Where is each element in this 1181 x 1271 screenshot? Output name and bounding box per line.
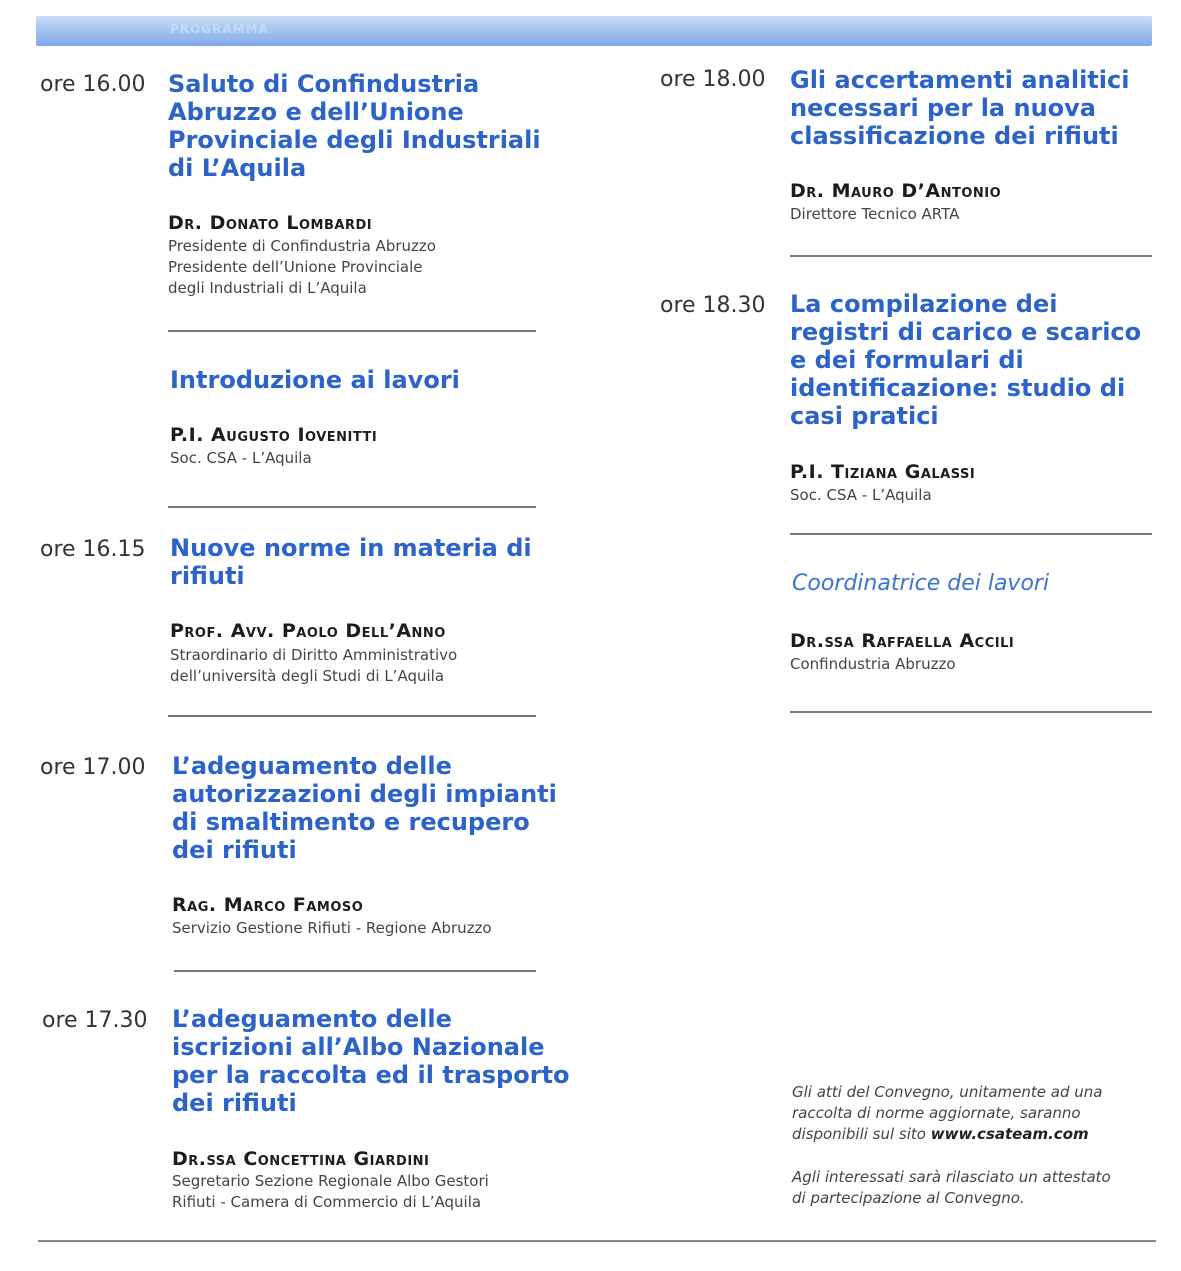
speaker-name: Dr. Mauro D’Antonio — [790, 180, 1002, 202]
session-title: Gli accertamenti analitici necessari per la nuova classificazione dei rifiuti — [790, 66, 1130, 150]
time-label: ore 18.30 — [660, 293, 766, 318]
speaker-name: P.I. Tiziana Galassi — [790, 461, 976, 483]
session-title: L’adeguamento delle iscrizioni all’Albo Nazionale per la raccolta ed il trasporto dei rifiuti — [172, 1005, 570, 1117]
speaker-name: P.I. Augusto Iovenitti — [170, 424, 378, 446]
divider — [174, 970, 536, 972]
time-label: ore 17.30 — [42, 1008, 148, 1033]
speaker-name: Dr. Donato Lombardi — [168, 212, 373, 234]
time-label: ore 16.00 — [40, 72, 146, 97]
header-label: PROGRAMMA — [170, 22, 269, 36]
speaker-affiliation: Direttore Tecnico ARTA — [790, 205, 960, 223]
speaker-affiliation: Segretario Sezione Regionale Albo Gestori Rifiuti - Camera di Commercio di L’Aquila — [172, 1172, 489, 1211]
certificate-note: Agli interessati sarà rilasciato un attestato di partecipazione al Convegno. — [792, 1168, 1111, 1207]
time-label: ore 16.15 — [40, 537, 146, 562]
speaker-name: Dr.ssa Concettina Giardini — [172, 1148, 430, 1170]
coordinator-name: Dr.ssa Raffaella Accili — [790, 630, 1015, 652]
bottom-divider — [38, 1240, 1156, 1242]
time-label: ore 18.00 — [660, 67, 766, 92]
coordinator-affiliation: Confindustria Abruzzo — [790, 655, 956, 673]
speaker-affiliation: Straordinario di Diritto Amministrativo dell’università degli Studi di L’Aquila — [170, 646, 458, 685]
speaker-affiliation: Soc. CSA - L’Aquila — [170, 449, 312, 467]
speaker-affiliation: Servizio Gestione Rifiuti - Regione Abruzzo — [172, 919, 492, 937]
website-link[interactable]: www.csateam.com — [930, 1125, 1089, 1143]
coordinator-heading: Coordinatrice dei lavori — [792, 571, 1050, 596]
session-title: Nuove norme in materia di rifiuti — [170, 534, 532, 590]
divider — [790, 533, 1152, 535]
divider — [790, 255, 1152, 257]
speaker-affiliation: Soc. CSA - L’Aquila — [790, 486, 932, 504]
speaker-affiliation: Presidente di Confindustria Abruzzo Presidente dell’Unione Provinciale degli Industriali di L’Aquila — [168, 237, 436, 297]
proceedings-note: Gli atti del Convegno, unitamente ad una raccolta di norme aggiornate, saranno disponibili sul sito www.csateam.com — [792, 1083, 1103, 1143]
session-title: La compilazione dei registri di carico e scarico e dei formulari di identificazione: studio di casi pratici — [790, 290, 1142, 430]
divider — [790, 711, 1152, 713]
time-label: ore 17.00 — [40, 755, 146, 780]
divider — [168, 330, 536, 332]
speaker-name: Rag. Marco Famoso — [172, 894, 364, 916]
divider — [168, 506, 536, 508]
divider — [168, 715, 536, 717]
session-title: Saluto di Confindustria Abruzzo e dell’Unione Provinciale degli Industriali di L’Aquila — [168, 70, 541, 182]
session-title: Introduzione ai lavori — [170, 366, 460, 394]
session-title: L’adeguamento delle autorizzazioni degli impianti di smaltimento e recupero dei rifiuti — [172, 752, 557, 864]
speaker-name: Prof. Avv. Paolo Dell’Anno — [170, 620, 446, 642]
